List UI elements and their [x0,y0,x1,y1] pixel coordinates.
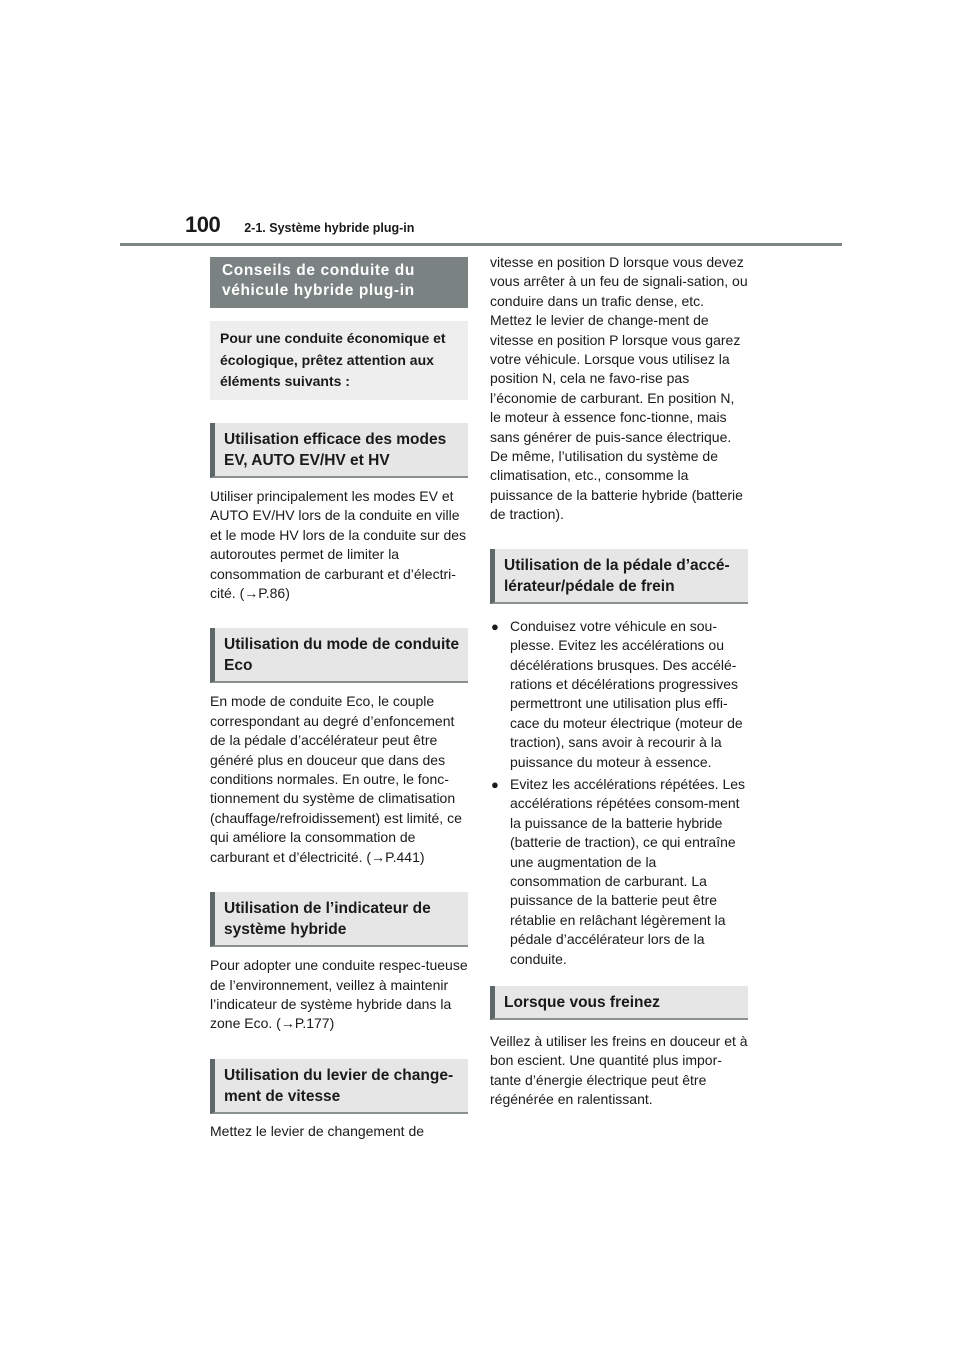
intro-box: Pour une conduite économique et écologique, prêtez attention aux éléments suivants : [210,321,468,400]
main-title-banner: Conseils de conduite du véhicule hybride plug-in [210,257,468,308]
heading-braking: Lorsque vous freinez [490,986,748,1020]
paragraph-shift-lever-continued: vitesse en position D lorsque vous devez vous arrêter à un feu de signali-sation, ou conduire dans un trafic dense, etc. Mettez le levier de change-ment de vitesse en position P lorsque vous garez votre véhicule. Lorsque vous utilisez la position N, cela ne favo-rise pas l’économie de carburant. En position N, le moteur à essence fonc-tionne, mais sans générer de puis-sance électrique. De même, l’utilisation du système de climatisation, etc., consomme la puissance de la batterie hybride (batterie de traction). [490,254,748,523]
paragraph-ev-modes: Utiliser principalement les modes EV et AUTO EV/HV lors de la conduite en ville et le mode HV lors de la conduite sur des autoroutes permet de limiter la consommation de carburant et d’électri-cité. (→P.86) [210,488,467,602]
heading-eco-mode: Utilisation du mode de conduite Eco [210,628,468,683]
heading-hybrid-indicator: Utilisation de l’indicateur de système hybride [210,892,468,947]
paragraph-shift-lever: Mettez le levier de changement de [210,1122,425,1139]
list-item: ● Evitez les accélérations répétées. Les accélérations répétées consom-ment la puissance de la batterie hybride (batterie de traction), ce qui entraîne une augmentation de la consommation de carburant. La puissance de la batterie peut être rétablie en relâchant légèrement la pédale d’accélérateur lors de la conduite. [491,775,746,967]
left-column [210,257,468,1141]
heading-ev-modes: Utilisation efficace des modes EV, AUTO EV/HV et HV [210,423,468,478]
paragraph-hybrid-indicator: Pour adopter une conduite respec-tueuse de l’environnement, veillez à maintenir l’indicateur de système hybride dans la zone Eco. (→P.177) [210,957,468,1032]
heading-pedals: Utilisation de la pédale d’accé-lérateur/pédale de frein [490,549,748,604]
right-column [490,254,748,1110]
bullet-dot-icon: ● [491,618,499,634]
paragraph-braking: Veillez à utiliser les freins en douceur et à bon escient. Une quantité plus impor-tante d’énergie électrique peut être régénérée en ralentissant. [490,1033,748,1108]
header-divider [120,243,842,246]
section-title: 2-1. Système hybride plug-in [244,221,415,235]
paragraph-eco-mode: En mode de conduite Eco, le couple correspondant au degré d’enfoncement de la pédale d’accélérateur peut être généré plus en douceur que dans des conditions normales. En outre, le fonc-tionnement du système de climatisation (chauffage/refroidissement) est limité, ce qui améliore la consommation de carburant et d’électricité. (→P.441) [210,693,462,865]
page-number: 100 [185,212,221,237]
heading-shift-lever: Utilisation du levier de change-ment de vitesse [210,1059,468,1114]
bullet-dot-icon: ● [491,776,499,792]
list-item: ● Conduisez votre véhicule en sou-plesse. Evitez les accélérations ou décélérations brusques. Des accélé-rations et décélérations progressives permettront une utilisation plus effi-cace du moteur électrique (moteur de traction), sans avoir à recourir à la puissance du moteur à essence. [491,617,743,770]
pedal-tips-list [490,617,748,969]
page-header [185,212,414,238]
